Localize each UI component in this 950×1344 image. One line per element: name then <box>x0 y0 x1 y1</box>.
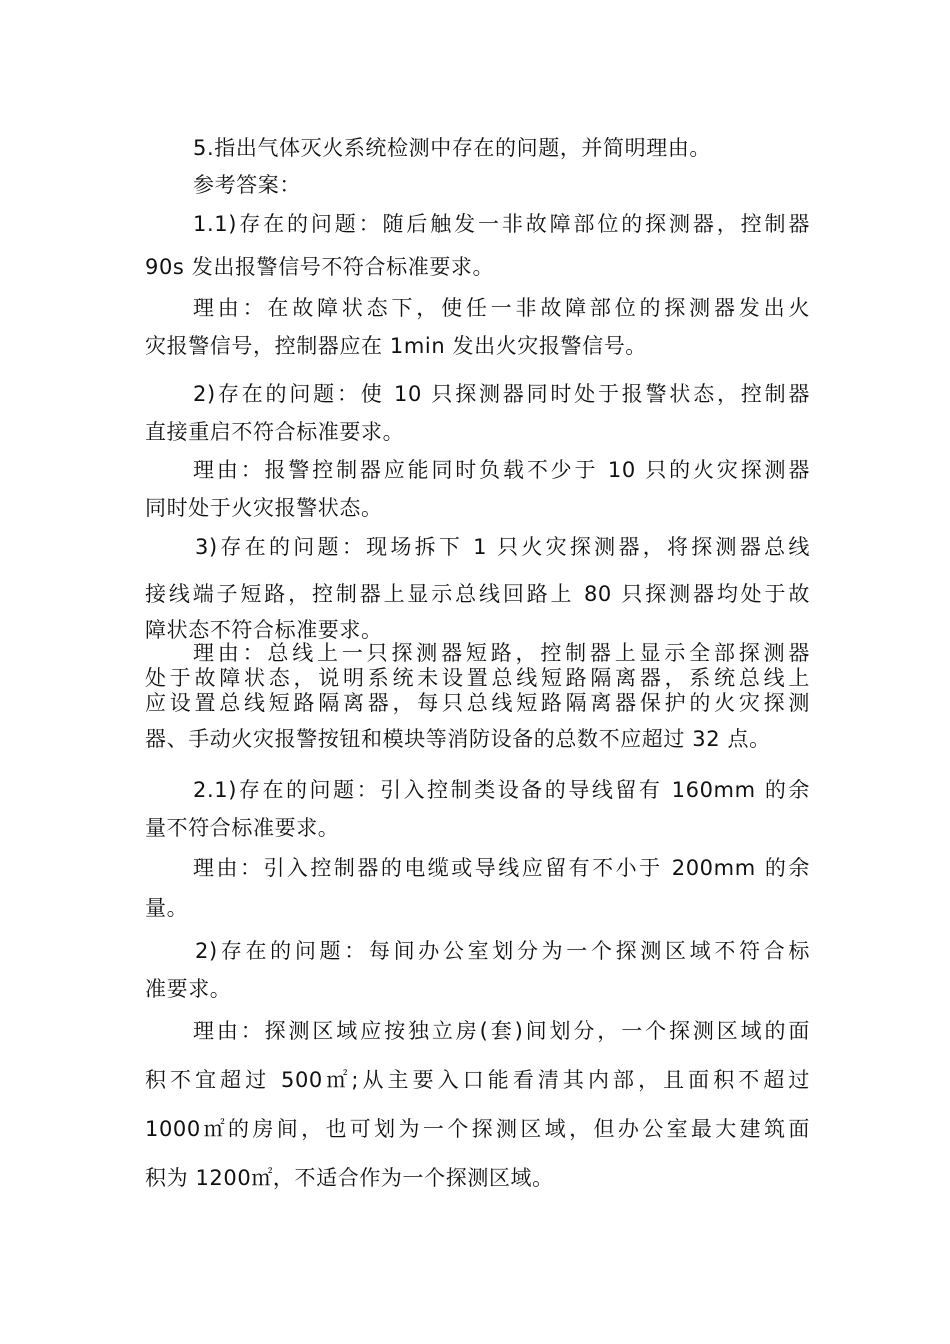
s1-item3-reason-line-4: 器、手动火灾报警按钮和模块等消防设备的总数不应超过 32 点。 <box>145 727 771 751</box>
s1-item1-reason-line-2: 灾报警信号，控制器应在 1min 发出火灾报警信号。 <box>145 334 647 358</box>
answer-heading: 参考答案： <box>193 173 301 197</box>
s1-item3-reason-line-1: 理由：总线上一只探测器短路，控制器上显示全部探测器 <box>193 641 810 665</box>
s2-item2-problem-line-2: 准要求。 <box>145 977 232 1001</box>
s1-item1-reason-line-1: 理由：在故障状态下，使任一非故障部位的探测器发出火 <box>193 296 810 320</box>
s1-item3-problem-line-1: 3)存在的问题：现场拆下 1 只火灾探测器，将探测器总线 <box>195 535 810 559</box>
s1-item2-problem-line-2: 直接重启不符合标准要求。 <box>145 420 405 444</box>
s2-item2-reason-line-4: 积为 1200㎡，不适合作为一个探测区域。 <box>145 1166 554 1190</box>
s2-item1-problem-line-1: 2.1)存在的问题：引入控制类设备的导线留有 160mm 的余 <box>193 778 810 802</box>
document-body <box>145 128 810 1193</box>
s2-item1-reason-line-2: 量。 <box>145 896 189 920</box>
s2-item2-reason-line-3: 1000㎡的房间，也可划为一个探测区域，但办公室最大建筑面 <box>145 1117 810 1141</box>
s1-item3-reason-line-3: 应设置总线短路隔离器，每只总线短路隔离器保护的火灾探测 <box>145 691 810 715</box>
s1-item2-reason-line-2: 同时处于火灾报警状态。 <box>145 496 383 520</box>
s1-item1-problem-line-1: 1.1)存在的问题：随后触发一非故障部位的探测器，控制器 <box>193 212 810 236</box>
s1-item3-problem-line-2: 接线端子短路，控制器上显示总线回路上 80 只探测器均处于故 <box>145 582 810 606</box>
s1-item2-reason-line-1: 理由：报警控制器应能同时负载不少于 10 只的火灾探测器 <box>193 458 810 482</box>
s2-item1-reason-line-1: 理由：引入控制器的电缆或导线应留有不小于 200mm 的余 <box>193 856 810 880</box>
question-line: 5.指出气体灭火系统检测中存在的问题，并简明理由。 <box>193 136 712 160</box>
s2-item1-problem-line-2: 量不符合标准要求。 <box>145 816 340 840</box>
s1-item1-problem-line-2: 90s 发出报警信号不符合标准要求。 <box>145 255 495 279</box>
s1-item3-reason-line-2: 处于故障状态，说明系统未设置总线短路隔离器，系统总线上 <box>145 666 810 690</box>
s1-item3-problem-line-3: 障状态不符合标准要求。 <box>145 618 383 642</box>
s2-item2-reason-line-2: 积不宜超过 500㎡;从主要入口能看清其内部，且面积不超过 <box>145 1068 810 1092</box>
s2-item2-reason-line-1: 理由：探测区域应按独立房(套)间划分，一个探测区域的面 <box>193 1019 810 1043</box>
s1-item2-problem-line-1: 2)存在的问题：使 10 只探测器同时处于报警状态，控制器 <box>193 382 810 406</box>
s2-item2-problem-line-1: 2)存在的问题：每间办公室划分为一个探测区域不符合标 <box>195 939 810 963</box>
